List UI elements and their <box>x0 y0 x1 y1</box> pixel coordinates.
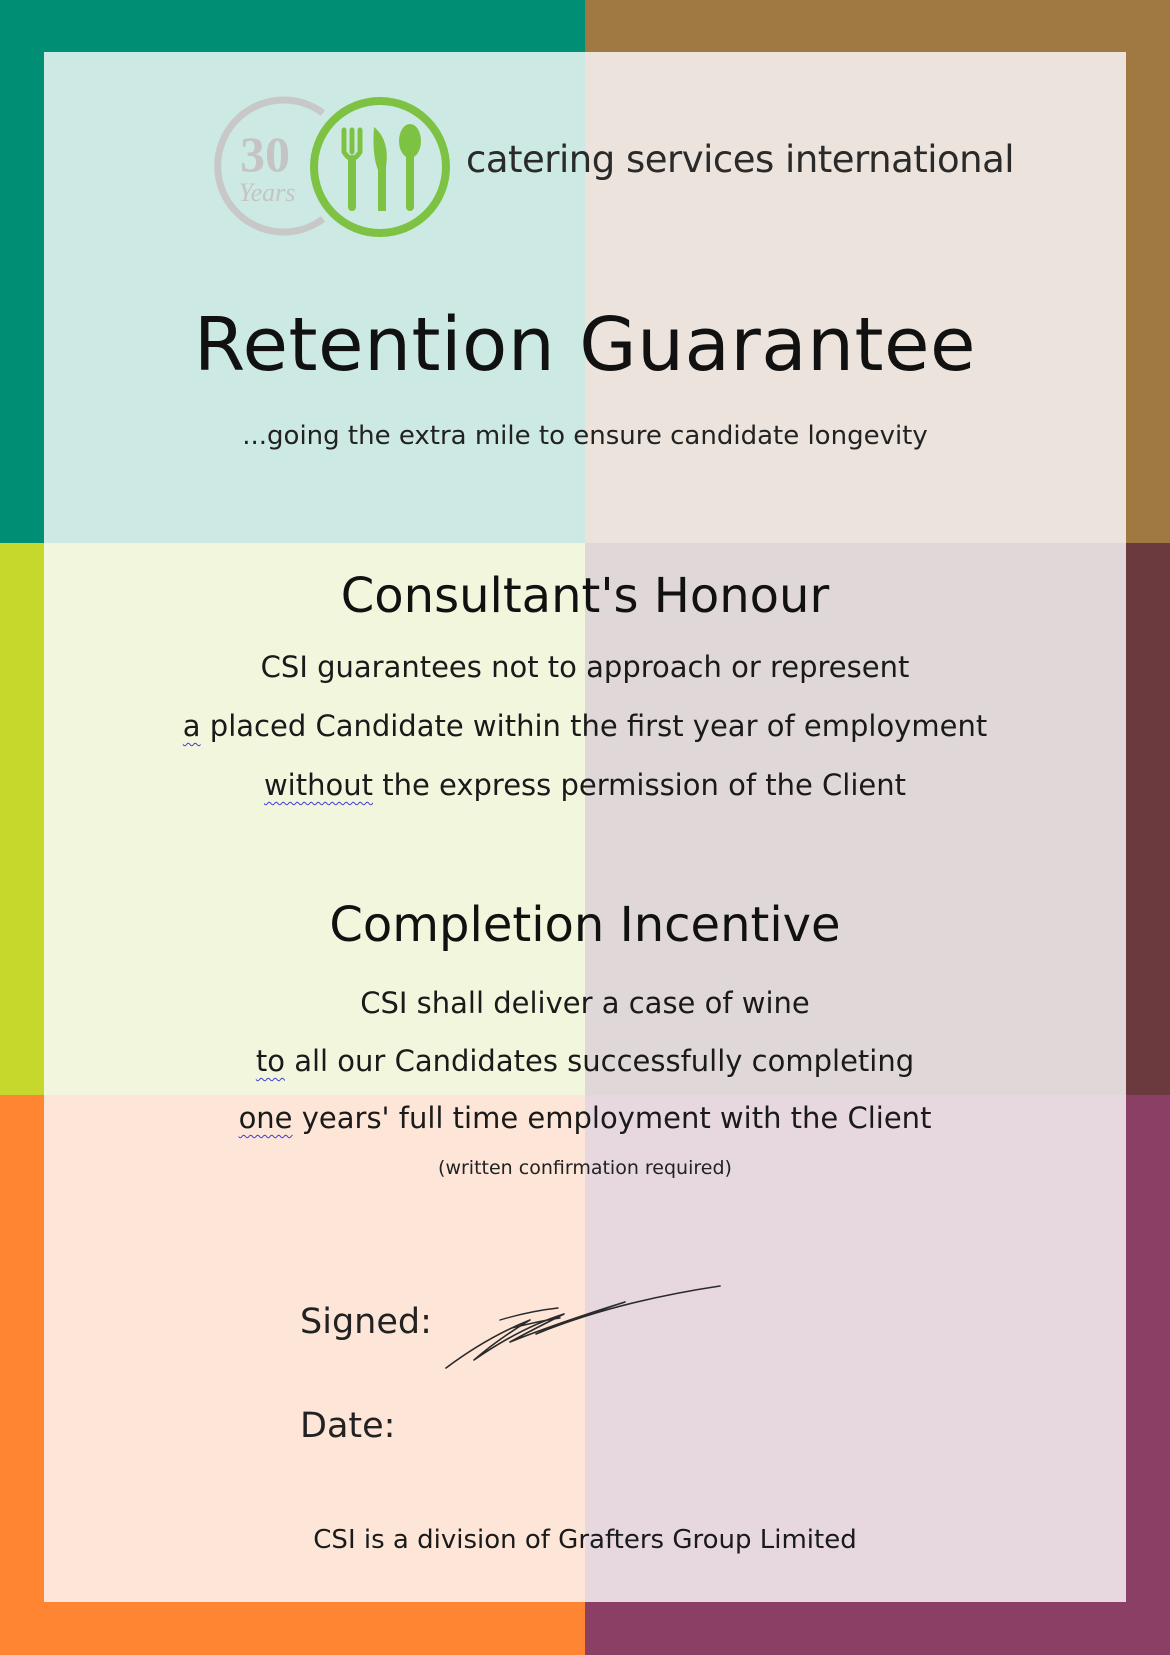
incentive-line-3 <box>44 1101 1126 1135</box>
sheet-panel <box>585 52 1126 543</box>
incentive-line-2 <box>44 1044 1126 1078</box>
footer-text: CSI is a division of Grafters Group Limited <box>313 1525 857 1555</box>
honour-line-2 <box>44 709 1126 743</box>
confirmation-note: (written confirmation required) <box>438 1157 732 1179</box>
badge-word: Years <box>238 178 296 207</box>
spellcheck-flagged-word: one <box>238 1101 293 1135</box>
fork-knife-spoon-icon <box>314 101 446 233</box>
honour-line-3-text: the express permission of the Client <box>373 768 907 802</box>
signed-label: Signed: <box>300 1302 432 1342</box>
30-years-badge <box>218 100 323 232</box>
spellcheck-flagged-word: without <box>263 768 373 802</box>
tagline: ...going the extra mile to ensure candidate longevity <box>242 421 928 451</box>
date-label: Date: <box>300 1406 396 1446</box>
section-heading-consultants-honour: Consultant's Honour <box>340 568 830 624</box>
incentive-line-1: CSI shall deliver a case of wine <box>360 986 810 1020</box>
honour-line-2-text: placed Candidate within the first year of employment <box>200 709 988 743</box>
incentive-line-2-text: all our Candidates successfully completing <box>284 1044 915 1078</box>
company-name: catering services international <box>466 138 1015 181</box>
honour-line-3 <box>44 768 1126 802</box>
incentive-line-3-text: years' full time employment with the Client <box>292 1101 932 1135</box>
company-logo <box>205 95 455 240</box>
section-heading-completion-incentive: Completion Incentive <box>329 897 841 953</box>
handwritten-signature <box>440 1280 725 1375</box>
badge-number: 30 <box>240 126 290 182</box>
page-title: Retention Guarantee <box>193 302 977 388</box>
spellcheck-flagged-word: a <box>182 709 201 743</box>
spellcheck-flagged-word: to <box>255 1044 285 1078</box>
honour-line-1: CSI guarantees not to approach or represent <box>260 650 910 684</box>
